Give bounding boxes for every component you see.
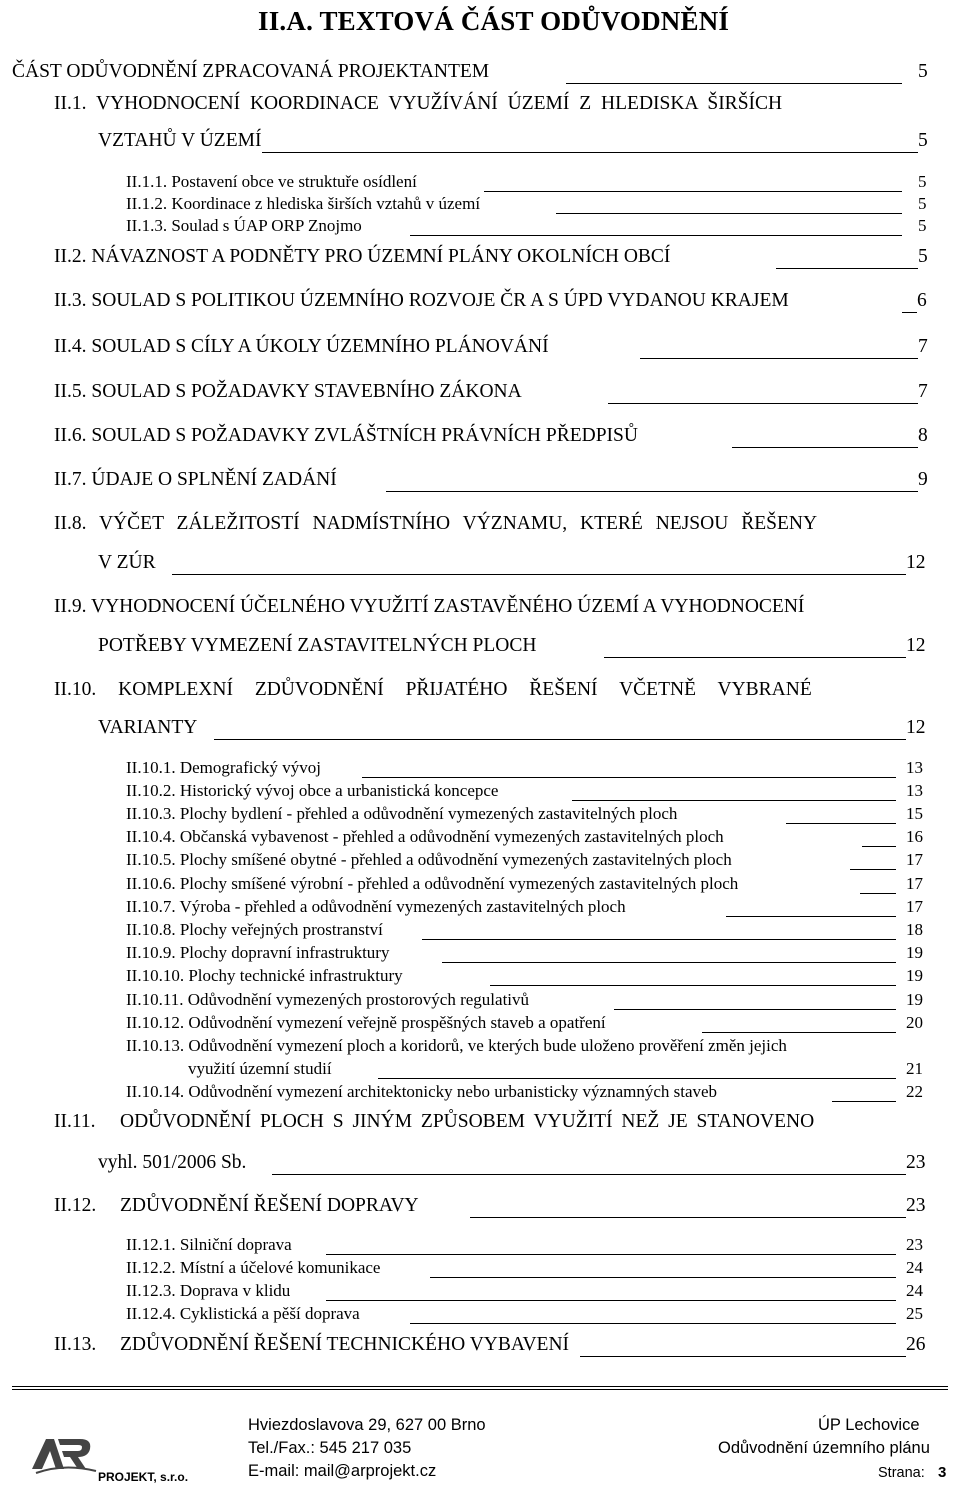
toc-leader: [732, 447, 918, 448]
toc-leader: [362, 777, 896, 778]
toc-leader: [776, 268, 918, 269]
toc-leader: [640, 358, 918, 359]
toc-ii11x-page: 23: [906, 1152, 926, 1173]
toc-leader: [410, 1323, 896, 1324]
toc-ii10-12-label: II.10.12. Odůvodnění vymezení veřejně prospěšných staveb a opatření: [126, 1013, 606, 1032]
toc-ii12-4-page: 25: [906, 1304, 923, 1323]
footer-address: Hviezdoslavova 29, 627 00 Brno: [248, 1416, 486, 1434]
toc-leader: [430, 1277, 896, 1278]
footer-phone: Tel./Fax.: 545 217 035: [248, 1439, 412, 1457]
toc-ii8-line2: V ZÚR: [98, 552, 156, 573]
toc-leader: [410, 235, 902, 236]
logo-text: AR: [28, 1427, 30, 1428]
toc-ii2-page: 5: [918, 246, 928, 267]
toc-ii3-page: 6: [917, 290, 927, 311]
toc-leader: [860, 893, 896, 894]
toc-leader: [608, 403, 918, 404]
toc-leader: [442, 962, 896, 963]
toc-leader: [422, 939, 896, 940]
toc-ii11-page: 5: [918, 172, 927, 191]
toc-ii10-9-page: 19: [906, 943, 923, 962]
toc-ii10-6-page: 17: [906, 874, 923, 893]
toc-ii10-page: 12: [906, 717, 926, 738]
toc-ii8-line1: II.8. VÝČET ZÁLEŽITOSTÍ NADMÍSTNÍHO VÝZNAMU, KTERÉ NEJSOU ŘEŠENY: [54, 513, 818, 534]
toc-ii8-page: 12: [906, 552, 926, 573]
toc-ii13-label: II.1.3. Soulad s ÚAP ORP Znojmo: [126, 216, 362, 235]
toc-part-label: ČÁST ODŮVODNĚNÍ ZPRACOVANÁ PROJEKTANTEM: [12, 61, 490, 82]
toc-ii10-13-line1: II.10.13. Odůvodnění vymezení ploch a koridorů, ve kterých bude uloženo prověření změn jejich: [126, 1036, 787, 1055]
toc-ii10-6-label: II.10.6. Plochy smíšené výrobní - přehled a odůvodnění vymezených zastavitelných ploch: [126, 874, 739, 893]
toc-ii12x-num: II.12.: [54, 1195, 97, 1216]
toc-ii10-13-page: 21: [906, 1059, 923, 1078]
toc-ii6-page: 8: [918, 425, 928, 446]
toc-ii11x-num: II.11.: [54, 1111, 96, 1132]
toc-ii10-4-label: II.10.4. Občanská vybavenost - přehled a odůvodnění vymezených zastavitelných ploch: [126, 827, 724, 846]
footer-divider: [12, 1386, 948, 1387]
toc-leader: [378, 1078, 896, 1079]
toc-leader: [172, 574, 906, 575]
toc-leader: [490, 985, 896, 986]
toc-ii9-page: 12: [906, 635, 926, 656]
toc-ii10-11-page: 19: [906, 990, 923, 1009]
toc-leader: [272, 1174, 906, 1175]
toc-leader: [850, 869, 896, 870]
footer-email[interactable]: E-mail: mail@arprojekt.cz: [248, 1462, 437, 1480]
footer-divider-thin: [12, 1389, 948, 1390]
toc-ii10-12-page: 20: [906, 1013, 923, 1032]
toc-ii10-14-label: II.10.14. Odůvodnění vymezení architektonicky nebo urbanisticky významných staveb: [126, 1082, 718, 1101]
toc-ii12-2-page: 24: [906, 1258, 923, 1277]
footer-brand: PROJEKT, s.r.o.: [98, 1470, 189, 1484]
toc-leader: [862, 846, 896, 847]
toc-ii11x-line2: vyhl. 501/2006 Sb.: [98, 1152, 247, 1173]
toc-ii12-4-label: II.12.4. Cyklistická a pěší doprava: [126, 1304, 360, 1323]
toc-ii10-13-line2: využití územní studií: [188, 1059, 332, 1078]
toc-ii12-2-label: II.12.2. Místní a účelové komunikace: [126, 1258, 381, 1277]
toc-leader: [326, 1254, 896, 1255]
toc-ii13x-num: II.13.: [54, 1334, 97, 1355]
toc-ii10-5-label: II.10.5. Plochy smíšené obytné - přehled a odůvodnění vymezených zastavitelných ploch: [126, 850, 732, 869]
footer-page-number: 3: [938, 1464, 947, 1481]
toc-ii9-line2: POTŘEBY VYMEZENÍ ZASTAVITELNÝCH PLOCH: [98, 635, 537, 656]
toc-ii10-8-page: 18: [906, 920, 923, 939]
toc-ii10-9-label: II.10.9. Plochy dopravní infrastruktury: [126, 943, 390, 962]
toc-leader: [786, 823, 896, 824]
toc-ii10-4-page: 16: [906, 827, 923, 846]
toc-ii12x-page: 23: [906, 1195, 926, 1216]
toc-leader: [470, 1217, 906, 1218]
toc-ii13-page: 5: [918, 216, 927, 235]
toc-ii10-1-label: II.10.1. Demografický vývoj: [126, 758, 321, 777]
toc-ii10-7-page: 17: [906, 897, 923, 916]
toc-leader: [262, 152, 918, 153]
toc-ii10-10-page: 19: [906, 966, 923, 985]
toc-ii12-page: 5: [918, 194, 927, 213]
toc-ii10-11-label: II.10.11. Odůvodnění vymezených prostorových regulativů: [126, 990, 530, 1009]
toc-ii7-page: 9: [918, 469, 928, 490]
toc-ii12-label: II.1.2. Koordinace z hlediska širších vztahů v území: [126, 194, 481, 213]
toc-ii12x-label: ZDŮVODNĚNÍ ŘEŠENÍ DOPRAVY: [120, 1195, 419, 1216]
toc-ii7-label: II.7. ÚDAJE O SPLNĚNÍ ZADÁNÍ: [54, 469, 337, 490]
toc-leader: [726, 916, 896, 917]
toc-ii4-label: II.4. SOULAD S CÍLY A ÚKOLY ÚZEMNÍHO PLÁNOVÁNÍ: [54, 336, 549, 357]
toc-ii12-3-page: 24: [906, 1281, 923, 1300]
toc-part-page: 5: [918, 61, 928, 82]
toc-leader: [614, 1009, 896, 1010]
toc-leader: [580, 1356, 906, 1357]
toc-ii10-3-page: 15: [906, 804, 923, 823]
toc-ii1-page: 5: [918, 130, 928, 151]
company-logo: [28, 1427, 100, 1482]
toc-ii10-line2: VARIANTY: [98, 717, 198, 738]
toc-ii13x-label: ZDŮVODNĚNÍ ŘEŠENÍ TECHNICKÉHO VYBAVENÍ: [120, 1334, 570, 1355]
toc-leader: [556, 213, 902, 214]
toc-ii10-2-label: II.10.2. Historický vývoj obce a urbanistická koncepce: [126, 781, 499, 800]
toc-ii10-14-page: 22: [906, 1082, 923, 1101]
toc-ii10-1-page: 13: [906, 758, 923, 777]
toc-ii10-line1: II.10. KOMPLEXNÍ ZDŮVODNĚNÍ PŘIJATÉHO ŘEŠENÍ VČETNĚ VYBRANÉ: [54, 679, 812, 700]
toc-ii9-line1: II.9. VYHODNOCENÍ ÚČELNÉHO VYUŽITÍ ZASTAVĚNÉHO ÚZEMÍ A VYHODNOCENÍ: [54, 596, 805, 617]
toc-leader: [214, 739, 906, 740]
toc-ii1-line1: II.1. VYHODNOCENÍ KOORDINACE VYUŽÍVÁNÍ ÚZEMÍ Z HLEDISKA ŠIRŠÍCH: [54, 93, 783, 114]
toc-ii12-1-label: II.12.1. Silniční doprava: [126, 1235, 292, 1254]
toc-leader: [484, 191, 902, 192]
footer-doc: Odůvodnění územního plánu: [718, 1439, 930, 1457]
toc-ii12-3-label: II.12.3. Doprava v klidu: [126, 1281, 291, 1300]
toc-ii10-10-label: II.10.10. Plochy technické infrastruktury: [126, 966, 403, 985]
toc-ii11-label: II.1.1. Postavení obce ve struktuře osídlení: [126, 172, 417, 191]
toc-ii12-1-page: 23: [906, 1235, 923, 1254]
footer-project: ÚP Lechovice: [818, 1416, 920, 1434]
toc-ii10-3-label: II.10.3. Plochy bydlení - přehled a odůvodnění vymezených zastavitelných ploch: [126, 804, 678, 823]
toc-leader: [604, 657, 906, 658]
toc-ii11x-line1: ODŮVODNĚNÍ PLOCH S JINÝM ZPŮSOBEM VYUŽITÍ NEŽ JE STANOVENO: [120, 1111, 815, 1132]
toc-ii4-page: 7: [918, 336, 928, 357]
toc-ii10-7-label: II.10.7. Výroba - přehled a odůvodnění vymezených zastavitelných ploch: [126, 897, 626, 916]
toc-leader: [572, 800, 896, 801]
toc-ii3-label: II.3. SOULAD S POLITIKOU ÚZEMNÍHO ROZVOJE ČR A S ÚPD VYDANOU KRAJEM: [54, 290, 789, 311]
page-title: II.A. TEXTOVÁ ČÁST ODŮVODNĚNÍ: [258, 6, 730, 36]
toc-leader: [702, 1032, 896, 1033]
toc-ii2-label: II.2. NÁVAZNOST A PODNĚTY PRO ÚZEMNÍ PLÁNY OKOLNÍCH OBCÍ: [54, 246, 671, 267]
toc-leader: [386, 491, 918, 492]
toc-ii5-label: II.5. SOULAD S POŽADAVKY STAVEBNÍHO ZÁKONA: [54, 381, 522, 402]
toc-leader: [832, 1101, 896, 1102]
toc-ii10-2-page: 13: [906, 781, 923, 800]
toc-ii1-line2: VZTAHŮ V ÚZEMÍ: [98, 130, 262, 151]
footer-page-label: Strana:: [878, 1465, 925, 1481]
toc-ii5-page: 7: [918, 381, 928, 402]
toc-ii13x-page: 26: [906, 1334, 926, 1355]
toc-ii6-label: II.6. SOULAD S POŽADAVKY ZVLÁŠTNÍCH PRÁVNÍCH PŘEDPISŮ: [54, 425, 638, 446]
toc-ii10-8-label: II.10.8. Plochy veřejných prostranství: [126, 920, 383, 939]
toc-leader: [326, 1300, 896, 1301]
toc-leader: [566, 83, 902, 84]
toc-leader: [902, 312, 917, 313]
toc-ii10-5-page: 17: [906, 850, 923, 869]
